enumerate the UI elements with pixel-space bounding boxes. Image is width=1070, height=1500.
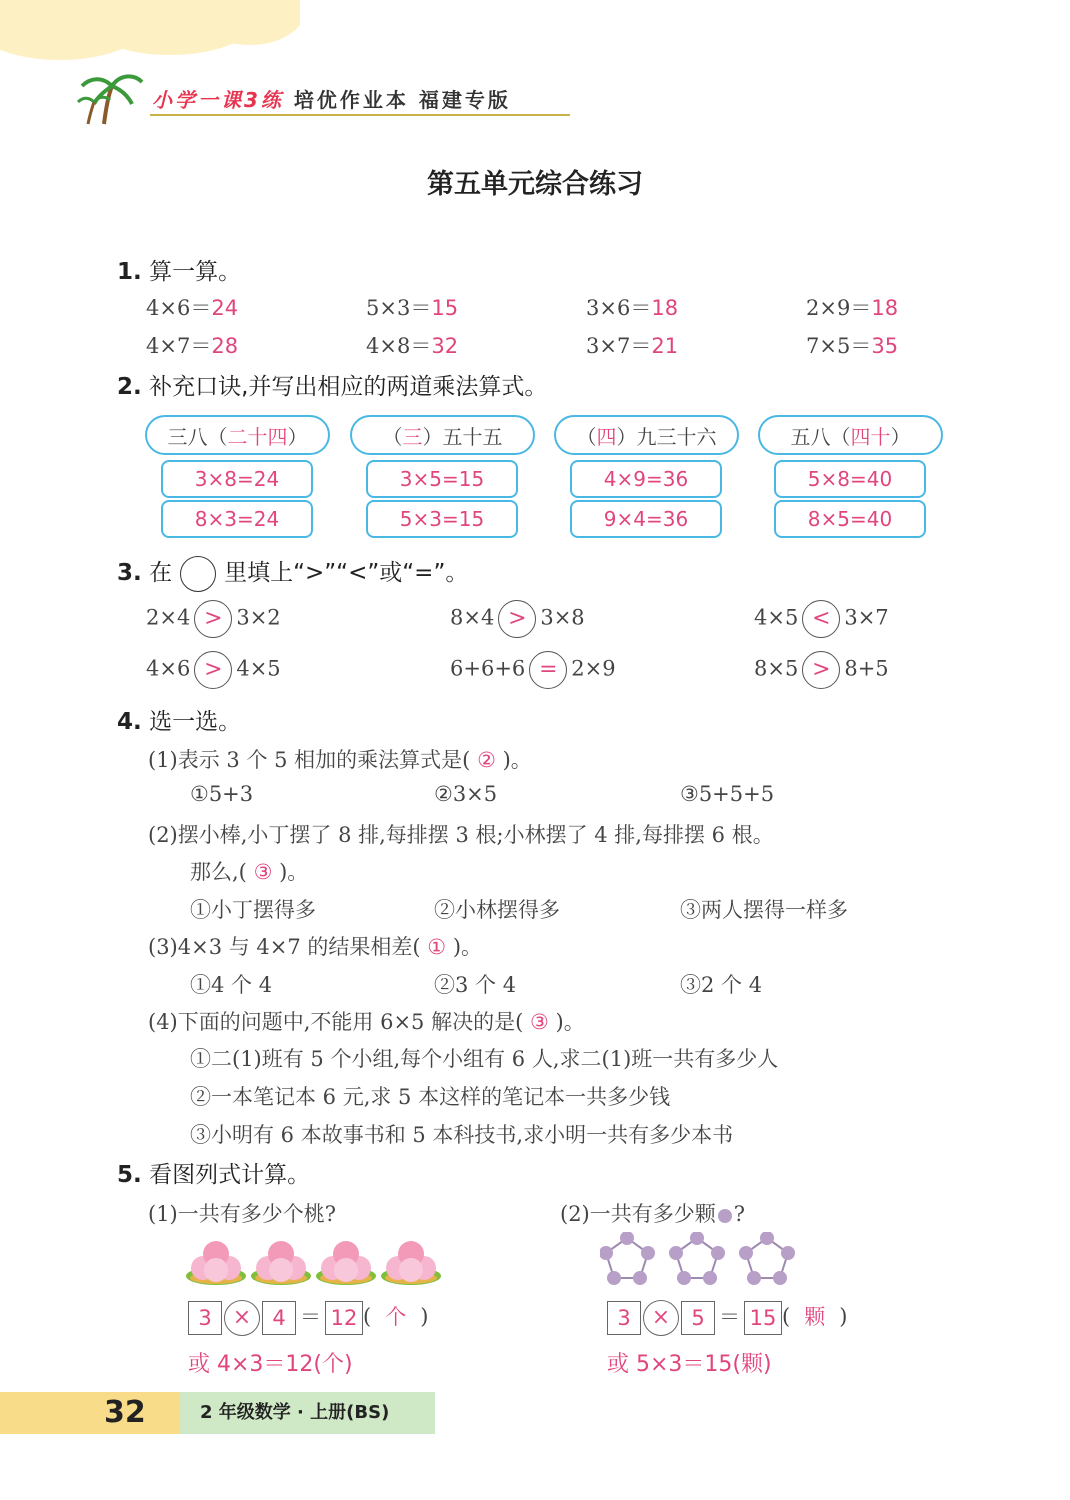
q1-item: 4×7＝28 — [146, 334, 239, 358]
rhyme-cloud: （三）五十五 — [350, 415, 535, 455]
q5-1-alt-equation: 或 4×3＝12(个) — [188, 1352, 353, 1377]
q1-answer: 24 — [211, 296, 239, 320]
equation-box: 8×3=24 — [161, 500, 313, 538]
rhyme-fill-answer: 四十 — [850, 425, 891, 449]
q5-1-box-b: 4 — [262, 1301, 296, 1335]
q4-2-question: (2)摆小棒,小丁摆了 8 排,每排摆 3 根;小林摆了 4 排,每排摆 6 根。 — [148, 823, 774, 847]
palm-tree-icon — [76, 68, 156, 126]
peaches-image — [185, 1234, 447, 1290]
q1-answer: 32 — [431, 334, 459, 358]
bead-icon — [718, 1209, 732, 1223]
q5-1-box-a: 3 — [188, 1301, 222, 1335]
q5-2-equation: 3 × 5 ＝ 15 ( 颗 ) — [607, 1300, 847, 1336]
q1-item: 3×6＝18 — [586, 296, 679, 320]
compare-sign-circle: > — [194, 600, 232, 638]
q4-heading — [117, 703, 241, 736]
q5-2-alt-equation: 或 5×3＝15(颗) — [607, 1352, 772, 1377]
equation-box: 8×5=40 — [774, 500, 926, 538]
q4-3-option-2: ②3 个 4 — [434, 973, 517, 997]
header-brand: 小学一课3练 — [152, 88, 284, 112]
q1-item: 3×7＝21 — [586, 334, 679, 358]
q1-answer: 28 — [211, 334, 239, 358]
bead-ring-icon — [600, 1232, 655, 1285]
q4-2-option-3: ③两人摆得一样多 — [680, 898, 848, 922]
q1-answer: 18 — [871, 296, 899, 320]
q4-1-option-3: ③5+5+5 — [680, 782, 775, 806]
q4-3-question: (3)4×3 与 4×7 的结果相差( ① )。 — [148, 935, 483, 959]
q1-item: 2×9＝18 — [806, 296, 899, 320]
compare-item: 8×4 > 3×8 — [450, 600, 585, 638]
q4-3-option-1: ①4 个 4 — [190, 973, 273, 997]
q4-number: 4. — [117, 709, 142, 735]
peach-plate-icon — [186, 1241, 246, 1285]
compare-sign-circle: > — [802, 651, 840, 689]
q1-item: 7×5＝35 — [806, 334, 899, 358]
bead-rings-image — [600, 1232, 800, 1290]
q3-number: 3. — [117, 560, 142, 586]
q5-2-unit: 颗 — [804, 1304, 826, 1329]
page-title: 第五单元综合练习 — [427, 169, 643, 200]
compare-item: 8×5 > 8+5 — [754, 651, 889, 689]
q4-4-question: (4)下面的问题中,不能用 6×5 解决的是( ③ )。 — [148, 1010, 585, 1034]
q5-2-question: (2)一共有多少颗 ? — [560, 1202, 746, 1226]
q4-1-option-1: ①5+3 — [190, 782, 254, 806]
compare-sign-circle: > — [498, 600, 536, 638]
q5-2-box-result: 15 — [744, 1301, 782, 1335]
blank-circle-icon — [180, 556, 216, 592]
rhyme-cloud: 三八（二十四） — [145, 415, 330, 455]
q2-label: 补充口诀,并写出相应的两道乘法算式。 — [149, 374, 548, 400]
q5-1-unit: 个 — [385, 1304, 407, 1329]
q2-number: 2. — [117, 374, 142, 400]
equation-box: 3×5=15 — [366, 460, 518, 498]
q2-heading — [117, 368, 547, 401]
compare-sign-circle: < — [802, 600, 840, 638]
header-title — [152, 84, 511, 113]
q1-answer: 35 — [871, 334, 899, 358]
q5-2-op: × — [643, 1300, 679, 1336]
q4-1-option-2: ②3×5 — [434, 782, 498, 806]
equation-box: 4×9=36 — [570, 460, 722, 498]
compare-item: 4×6 > 4×5 — [146, 651, 281, 689]
q3-label-b: 里填上“>”“<”或“=”。 — [224, 560, 469, 586]
compare-item: 2×4 > 3×2 — [146, 600, 281, 638]
q5-2-box-a: 3 — [607, 1301, 641, 1335]
q1-answer: 15 — [431, 296, 459, 320]
page-number: 32 — [104, 1395, 146, 1430]
q4-1-answer: ② — [477, 748, 496, 772]
compare-sign-circle: = — [529, 651, 567, 689]
q3-label-a: 在 — [149, 560, 173, 586]
q4-4-option-2: ②一本笔记本 6 元,求 5 本这样的笔记本一共多少钱 — [190, 1085, 671, 1109]
q4-label: 选一选。 — [149, 709, 242, 735]
q4-2-option-2: ②小林摆得多 — [434, 898, 560, 922]
equation-box: 5×8=40 — [774, 460, 926, 498]
rhyme-fill-answer: 二十四 — [227, 425, 288, 449]
q4-4-option-1: ①二(1)班有 5 个小组,每个小组有 6 人,求二(1)班一共有多少人 — [190, 1047, 779, 1071]
q1-heading — [117, 253, 241, 286]
q5-number: 5. — [117, 1162, 142, 1188]
q4-4-answer: ③ — [529, 1010, 549, 1034]
q5-1-equation: 3 × 4 ＝ 12 ( 个 ) — [188, 1300, 428, 1336]
q5-heading — [117, 1156, 310, 1189]
q5-2-box-b: 5 — [681, 1301, 715, 1335]
footer-page-band — [0, 1392, 180, 1434]
q1-label: 算一算。 — [149, 259, 242, 285]
q3-heading — [117, 554, 468, 592]
equation-box: 3×8=24 — [161, 460, 313, 498]
compare-sign-circle: > — [194, 651, 232, 689]
q5-1-question: (1)一共有多少个桃? — [148, 1202, 337, 1226]
q4-4-option-3: ③小明有 6 本故事书和 5 本科技书,求小明一共有多少本书 — [190, 1123, 734, 1147]
rhyme-fill-answer: 三 — [402, 425, 423, 449]
q1-answer: 21 — [651, 334, 679, 358]
q1-answer: 18 — [651, 296, 679, 320]
header-underline — [150, 114, 570, 116]
q4-2-question-cont: 那么,( ③ )。 — [190, 860, 309, 884]
equation-box: 5×3=15 — [366, 500, 518, 538]
q4-3-answer: ① — [427, 935, 447, 959]
q1-item: 4×8＝32 — [366, 334, 459, 358]
rhyme-fill-answer: 四 — [596, 425, 617, 449]
q5-label: 看图列式计算。 — [149, 1162, 311, 1188]
rhyme-cloud: 五八（四十） — [758, 415, 943, 455]
compare-item: 6+6+6 = 2×9 — [450, 651, 616, 689]
book-info: 2 年级数学 · 上册(BS) — [200, 1402, 390, 1423]
q1-item: 4×6＝24 — [146, 296, 239, 320]
q5-1-op: × — [224, 1300, 260, 1336]
header-subtitle: 培优作业本 福建专版 — [293, 88, 511, 112]
equation-box: 9×4=36 — [570, 500, 722, 538]
q5-1-box-result: 12 — [325, 1301, 363, 1335]
rhyme-cloud: （四）九三十六 — [554, 415, 739, 455]
q4-2-answer: ③ — [253, 860, 273, 884]
q4-3-option-3: ③2 个 4 — [680, 973, 763, 997]
q1-number: 1. — [117, 259, 142, 285]
compare-item: 4×5 < 3×7 — [754, 600, 889, 638]
q4-2-option-1: ①小丁摆得多 — [190, 898, 316, 922]
q4-1-question: (1)表示 3 个 5 相加的乘法算式是( ② )。 — [148, 748, 532, 772]
q1-item: 5×3＝15 — [366, 296, 459, 320]
